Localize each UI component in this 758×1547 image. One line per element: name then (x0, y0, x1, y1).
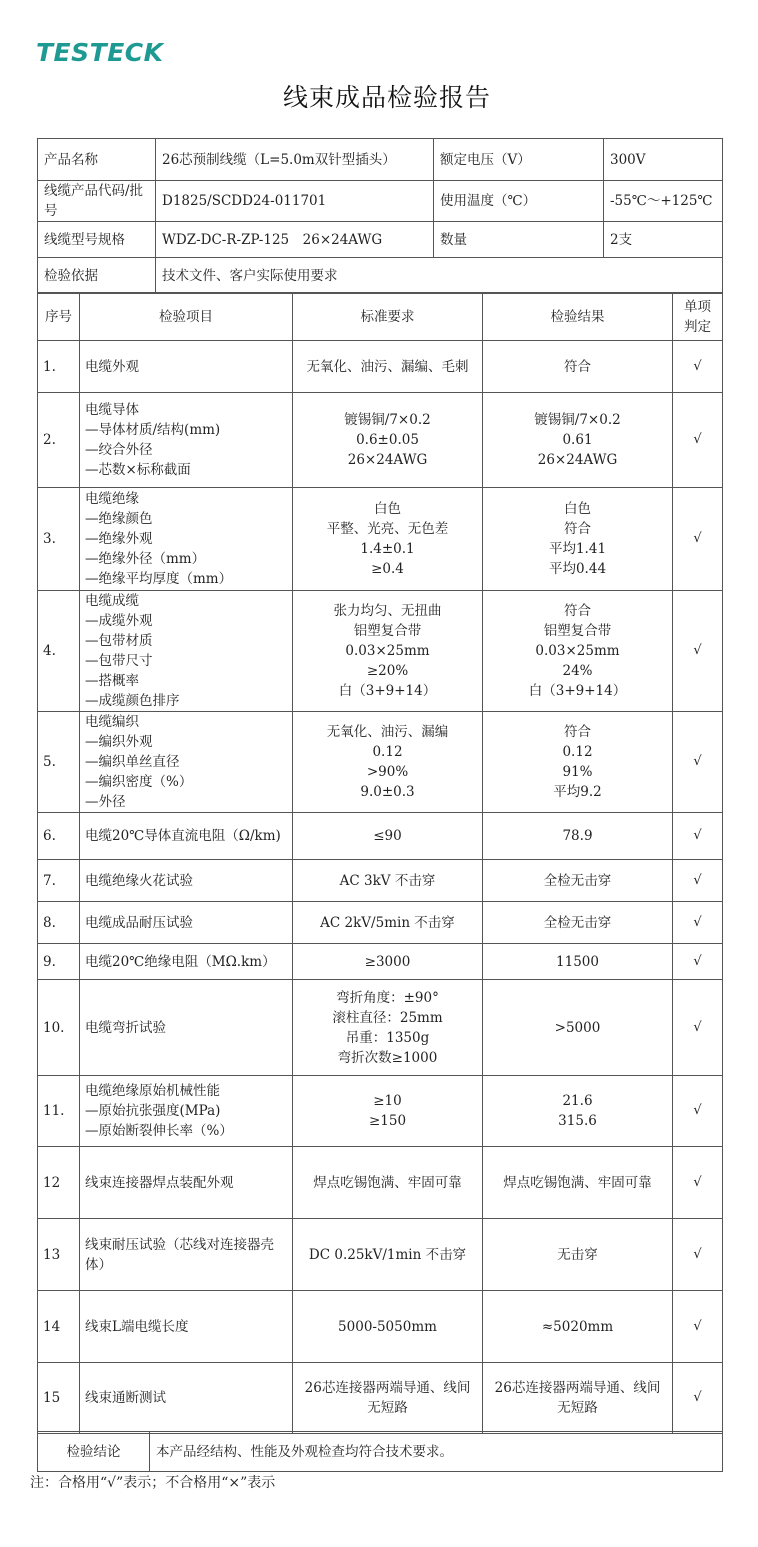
basis-value: 技术文件、客户实际使用要求 (156, 258, 723, 294)
row-judgement: √ (673, 591, 723, 712)
qty-value: 2支 (604, 222, 723, 258)
row-no: 12 (38, 1147, 80, 1219)
code-value: D1825/SCDD24-011701 (156, 181, 434, 222)
row-judgement: √ (673, 1219, 723, 1291)
report-title: 线束成品检验报告 (282, 83, 491, 112)
temp-label: 使用温度（℃） (434, 181, 604, 222)
row-item: 电缆编织 —编织外观 —编织单丝直径 —编织密度（%） —外径 (80, 712, 293, 813)
row-result: 符合 铝塑复合带 0.03×25mm 24% 白（3+9+14） (483, 591, 673, 712)
row-judgement: √ (673, 902, 723, 944)
row-standard: 焊点吃锡饱满、牢固可靠 (293, 1147, 483, 1219)
row-standard: 镀锡铜/7×0.2 0.6±0.05 26×24AWG (293, 393, 483, 488)
header-item: 检验项目 (80, 293, 293, 341)
row-item: 线束L端电缆长度 (80, 1291, 293, 1363)
row-judgement: √ (673, 813, 723, 860)
row-no: 1. (38, 341, 80, 393)
qty-label: 数量 (434, 222, 604, 258)
row-no: 9. (38, 944, 80, 980)
product-info-table (37, 138, 723, 294)
row-no: 7. (38, 860, 80, 902)
product-name-label: 产品名称 (38, 139, 156, 181)
row-item: 电缆弯折试验 (80, 980, 293, 1076)
row-standard: 白色 平整、光亮、无色差 1.4±0.1 ≥0.4 (293, 488, 483, 591)
row-item: 电缆绝缘火花试验 (80, 860, 293, 902)
inspection-items-table (37, 292, 723, 1434)
product-name-value: 26芯预制线缆（L=5.0m双针型插头） (156, 139, 434, 181)
row-judgement: √ (673, 1291, 723, 1363)
row-item: 线束耐压试验（芯线对连接器壳体） (80, 1219, 293, 1291)
table-row (38, 813, 723, 860)
row-item: 线束连接器焊点装配外观 (80, 1147, 293, 1219)
row-result: 21.6 315.6 (483, 1076, 673, 1147)
row-item: 电缆成品耐压试验 (80, 902, 293, 944)
row-standard: 无氧化、油污、漏编、毛刺 (293, 341, 483, 393)
row-result: 全检无击穿 (483, 860, 673, 902)
table-row (38, 393, 723, 488)
table-row (38, 712, 723, 813)
row-judgement: √ (673, 393, 723, 488)
row-result: 镀锡铜/7×0.2 0.61 26×24AWG (483, 393, 673, 488)
table-row (38, 980, 723, 1076)
model-label: 线缆型号规格 (38, 222, 156, 258)
row-judgement: √ (673, 1147, 723, 1219)
table-row (38, 1219, 723, 1291)
row-standard: 26芯连接器两端导通、线间无短路 (293, 1363, 483, 1434)
row-result: 26芯连接器两端导通、线间无短路 (483, 1363, 673, 1434)
row-no: 6. (38, 813, 80, 860)
voltage-value: 300V (604, 139, 723, 181)
table-row (38, 591, 723, 712)
model-value: WDZ-DC-R-ZP-125 26×24AWG (156, 222, 434, 258)
row-result: 11500 (483, 944, 673, 980)
row-judgement: √ (673, 1076, 723, 1147)
row-no: 11. (38, 1076, 80, 1147)
row-result: ≈5020mm (483, 1291, 673, 1363)
table-row (38, 488, 723, 591)
row-item: 电缆20℃导体直流电阻（Ω/km) (80, 813, 293, 860)
conclusion-table (37, 1431, 723, 1472)
row-result: 无击穿 (483, 1219, 673, 1291)
row-judgement: √ (673, 341, 723, 393)
row-standard: DC 0.25kV/1min 不击穿 (293, 1219, 483, 1291)
row-no: 14 (38, 1291, 80, 1363)
table-row (38, 341, 723, 393)
footnote: 注：合格用“√”表示；不合格用“×”表示 (30, 1475, 276, 1491)
row-judgement: √ (673, 944, 723, 980)
voltage-label: 额定电压（V） (434, 139, 604, 181)
row-no: 13 (38, 1219, 80, 1291)
row-no: 15 (38, 1363, 80, 1434)
row-standard: AC 2kV/5min 不击穿 (293, 902, 483, 944)
row-item: 电缆成缆 —成缆外观 —包带材质 —包带尺寸 —搭概率 —成缆颜色排序 (80, 591, 293, 712)
row-no: 2. (38, 393, 80, 488)
company-logo: TESTECK (36, 38, 164, 67)
row-standard: AC 3kV 不击穿 (293, 860, 483, 902)
row-standard: ≥3000 (293, 944, 483, 980)
header-std: 标准要求 (293, 293, 483, 341)
row-standard: ≥10 ≥150 (293, 1076, 483, 1147)
table-row (38, 1291, 723, 1363)
row-item: 线束通断测试 (80, 1363, 293, 1434)
row-item: 电缆外观 (80, 341, 293, 393)
basis-label: 检验依据 (38, 258, 156, 294)
row-result: 全检无击穿 (483, 902, 673, 944)
inspection-rows (38, 341, 723, 1434)
row-judgement: √ (673, 860, 723, 902)
header-no: 序号 (38, 293, 80, 341)
row-no: 4. (38, 591, 80, 712)
row-item: 电缆绝缘 —绝缘颜色 —绝缘外观 —绝缘外径（mm） —绝缘平均厚度（mm） (80, 488, 293, 591)
table-row (38, 1076, 723, 1147)
row-standard: 弯折角度：±90° 滚柱直径：25mm 吊重：1350g 弯折次数≥1000 (293, 980, 483, 1076)
header-judge: 单项判定 (673, 293, 723, 341)
row-result: 白色 符合 平均1.41 平均0.44 (483, 488, 673, 591)
row-result: >5000 (483, 980, 673, 1076)
row-item: 电缆导体 —导体材质/结构(mm) —绞合外径 —芯数×标称截面 (80, 393, 293, 488)
row-judgement: √ (673, 488, 723, 591)
table-row (38, 902, 723, 944)
temp-value: -55℃～+125℃ (604, 181, 723, 222)
table-header-row (38, 293, 723, 341)
row-item: 电缆绝缘原始机械性能 —原始抗张强度(MPa) —原始断裂伸长率（%） (80, 1076, 293, 1147)
row-judgement: √ (673, 980, 723, 1076)
row-result: 符合 0.12 91% 平均9.2 (483, 712, 673, 813)
row-standard: ≤90 (293, 813, 483, 860)
conclusion-label: 检验结论 (38, 1432, 150, 1472)
row-no: 3. (38, 488, 80, 591)
row-result: 焊点吃锡饱满、牢固可靠 (483, 1147, 673, 1219)
row-no: 8. (38, 902, 80, 944)
row-result: 符合 (483, 341, 673, 393)
row-judgement: √ (673, 1363, 723, 1434)
table-row (38, 944, 723, 980)
row-result: 78.9 (483, 813, 673, 860)
table-row (38, 1147, 723, 1219)
conclusion-text: 本产品经结构、性能及外观检查均符合技术要求。 (150, 1432, 723, 1472)
table-row (38, 860, 723, 902)
header-result: 检验结果 (483, 293, 673, 341)
row-judgement: √ (673, 712, 723, 813)
row-standard: 无氧化、油污、漏编 0.12 >90% 9.0±0.3 (293, 712, 483, 813)
code-label: 线缆产品代码/批号 (38, 181, 156, 222)
table-row (38, 1363, 723, 1434)
row-standard: 5000-5050mm (293, 1291, 483, 1363)
row-standard: 张力均匀、无扭曲 铝塑复合带 0.03×25mm ≥20% 白（3+9+14） (293, 591, 483, 712)
row-item: 电缆20℃绝缘电阻（MΩ.km） (80, 944, 293, 980)
row-no: 5. (38, 712, 80, 813)
row-no: 10. (38, 980, 80, 1076)
